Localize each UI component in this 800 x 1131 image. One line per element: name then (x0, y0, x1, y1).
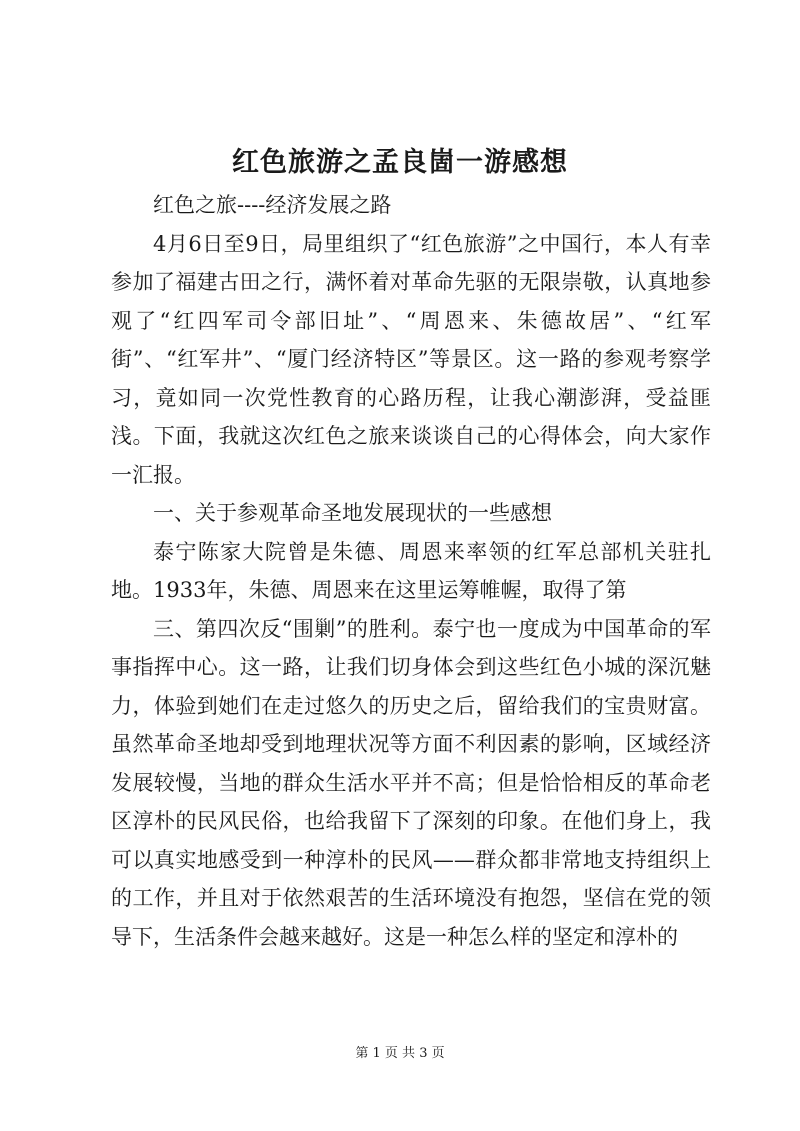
paragraph-victory: 三、第四次反“围剿”的胜利。泰宁也一度成为中国革命的军事指挥中心。这一路，让我们切身体会到这些红色小城的深沉魅力，体验到她们在走过悠久的历史之后，留给我们的宝贵财富。虽然革命圣地却受到地理状况等方面不利因素的影响，区域经济发展较慢，当地的群众生活水平并不高；但是恰恰相反的革命老区淳朴的民风民俗，也给我留下了深刻的印象。在他们身上，我可以真实地感受到一种淳朴的民风——群众都非常地支持组织上的工作，并且对于依然艰苦的生活环境没有抱怨，坚信在党的领导下，生活条件会越来越好。这是一种怎么样的坚定和淳朴的 (111, 616, 711, 949)
document-body (111, 186, 711, 956)
paragraph-taining: 泰宁陈家大院曾是朱德、周恩来率领的红军总部机关驻扎地。1933年，朱德、周恩来在这里运筹帷幄，取得了第 (111, 539, 711, 602)
page-footer: 第 1 页 共 3 页 (355, 1046, 445, 1061)
paragraph-subtitle: 红色之旅----经济发展之路 (153, 193, 392, 217)
paragraph-intro: 4月6日至9日，局里组织了“红色旅游”之中国行，本人有幸参加了福建古田之行，满怀着对革命先驱的无限崇敬，认真地参观了“红四军司令部旧址”、“周恩来、朱德故居”、“红军街”、“红军井”、“厦门经济特区”等景区。这一路的参观考察学习，竟如同一次党性教育的心路历程，让我心潮澎湃，受益匪浅。下面，我就这次红色之旅来谈谈自己的心得体会，向大家作一汇报。 (111, 231, 711, 487)
document-title: 红色旅游之孟良崮一游感想 (232, 147, 568, 178)
paragraph-section-heading: 一、关于参观革命圣地发展现状的一些感想 (153, 501, 552, 525)
